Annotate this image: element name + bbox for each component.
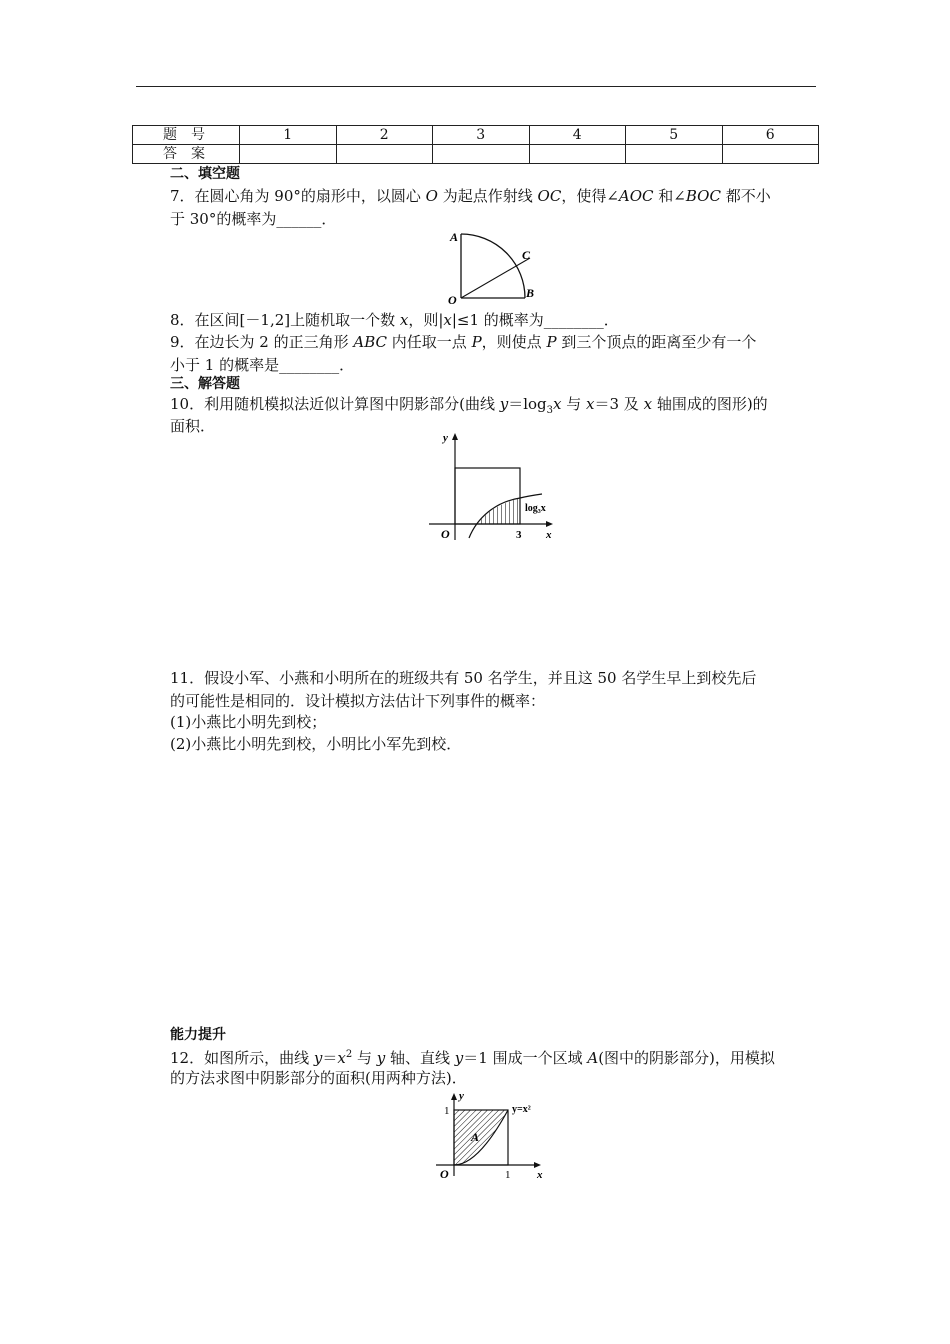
q7-line2: 于 30°的概率为______． (170, 210, 337, 228)
label-b: B (526, 286, 535, 300)
label-x: x (546, 529, 552, 541)
sector-figure (440, 226, 550, 306)
q10-line2: 面积． (170, 417, 216, 435)
q11-line1: 11．假设小军、小燕和小明所在的班级共有 50 名学生，并且这 50 名学生早上到校先后 (170, 669, 757, 687)
answer-cell[interactable] (240, 145, 337, 164)
table-cell: 5 (626, 126, 723, 145)
label-curve: log₃x (525, 503, 546, 514)
q11-item1: (1)小燕比小明先到校； (170, 713, 327, 731)
q10-line1: 10．利用随机模拟法近似计算图中阴影部分(曲线 $y=\log_3x$ 与 x＝3 及 x 轴围成的图形)的 (170, 395, 768, 416)
q11-item2: (2)小燕比小明先到校，小明比小军先到校． (170, 735, 462, 753)
shaded-region (477, 498, 520, 524)
table-cell: 2 (336, 126, 433, 145)
y-arrow-icon (451, 1093, 457, 1100)
y-arrow-icon (452, 433, 458, 440)
answer-cell[interactable] (529, 145, 626, 164)
ray-oc (461, 258, 530, 298)
shaded-region-a (454, 1110, 508, 1165)
label-region-a: A (471, 1130, 480, 1144)
section-solve: 三、解答题 (170, 376, 240, 392)
table-cell: 1 (240, 126, 337, 145)
label-three: 3 (516, 529, 522, 541)
table-row (133, 145, 819, 164)
label-x: x (537, 1169, 543, 1181)
x-arrow-icon (534, 1162, 541, 1168)
x-arrow-icon (546, 521, 553, 527)
table-cell: 3 (433, 126, 530, 145)
label-a: A (450, 230, 459, 244)
section-ability: 能力提升 (170, 1027, 226, 1043)
label-y: y (459, 1090, 464, 1102)
section-fill-in: 二、填空题 (170, 166, 240, 182)
label-y: y (443, 432, 448, 444)
q12-line1: 12．如图所示，曲线 $y=x^2$ 与 y 轴、直线 y＝1 围成一个区域 A(图中的阴影部分)，用模拟 (170, 1049, 775, 1067)
q12-line2: 的方法求图中阴影部分的面积(用两种方法)． (170, 1069, 467, 1087)
label-c: C (522, 248, 531, 262)
answer-cell[interactable] (626, 145, 723, 164)
answer-table (132, 125, 819, 164)
q7-line1: 7．在圆心角为 90°的扇形中，以圆心 O 为起点作射线 OC，使得∠AOC 和∠BOC 都不小 (170, 187, 771, 205)
parabola-figure (430, 1088, 555, 1183)
q9-line2: 小于 1 的概率是________． (170, 356, 355, 374)
label-x-one: 1 (505, 1169, 511, 1181)
answer-cell[interactable] (722, 145, 819, 164)
q8-line: 8．在区间[－1,2]上随机取一个数 x，则|x|≤1 的概率为________． (170, 311, 619, 329)
log-figure (425, 428, 565, 548)
label-origin: O (441, 527, 450, 541)
table-cell: 4 (529, 126, 626, 145)
header-rule (136, 86, 816, 87)
q11-line2: 的可能性是相同的．设计模拟方法估计下列事件的概率： (170, 692, 546, 710)
label-curve: y=x² (512, 1104, 531, 1115)
table-row (133, 126, 819, 145)
label-origin: O (440, 1167, 449, 1181)
table-head-answer: 答案 (133, 145, 240, 164)
table-cell: 6 (722, 126, 819, 145)
label-o: O (448, 293, 457, 306)
table-head-number: 题号 (133, 126, 240, 145)
answer-cell[interactable] (336, 145, 433, 164)
q9-line1: 9．在边长为 2 的正三角形 ABC 内任取一点 P，则使点 P 到三个顶点的距离至少有一个 (170, 333, 757, 351)
answer-cell[interactable] (433, 145, 530, 164)
label-y-one: 1 (444, 1105, 450, 1117)
